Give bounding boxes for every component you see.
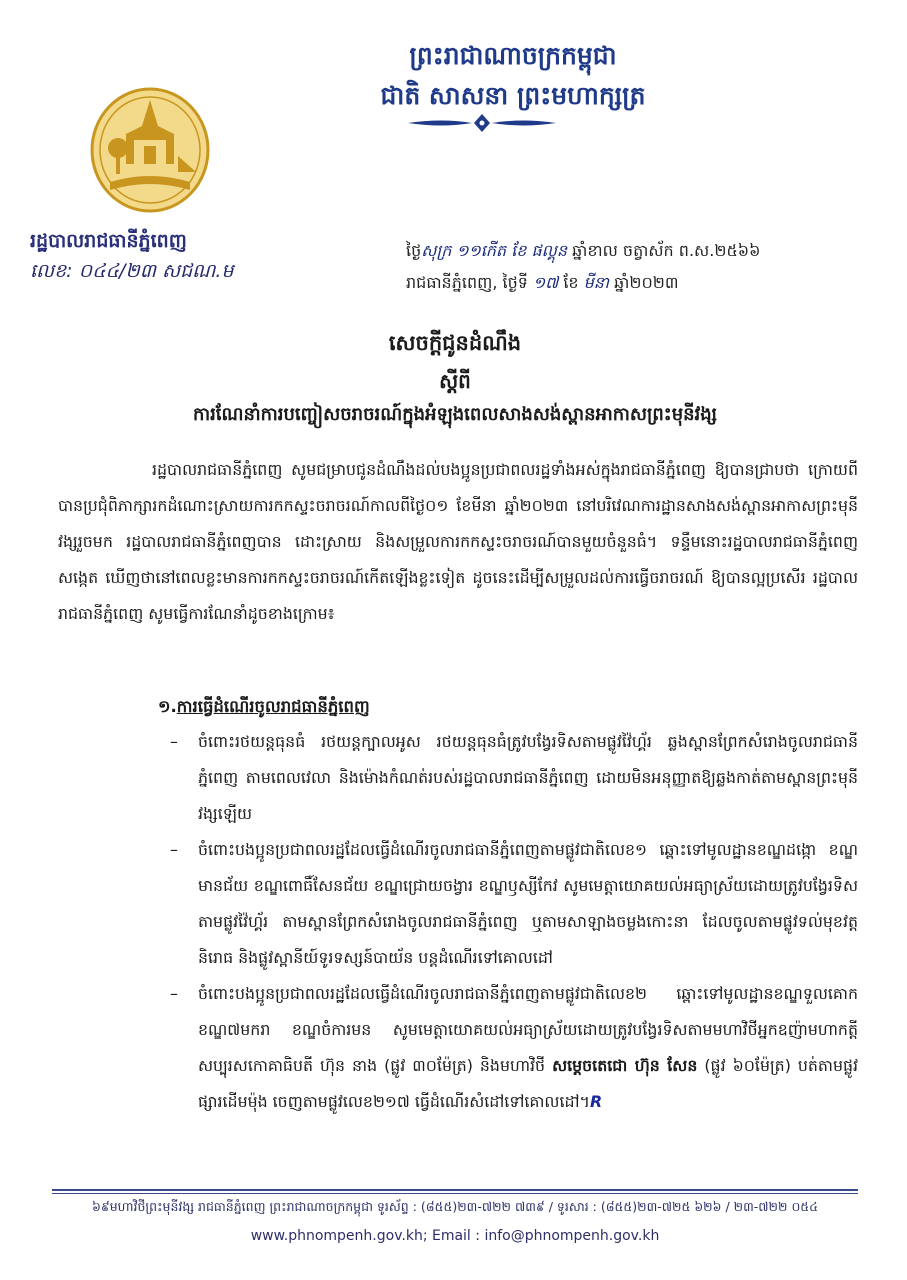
national-motto: ជាតិ សាសនា ព្រះមហាក្សត្រ xyxy=(380,81,646,110)
footer-contact: www.phnompenh.gov.kh; Email : info@phnompenh.gov.kh xyxy=(250,1228,660,1244)
lunar-date-prefix: ថ្ងៃ xyxy=(406,241,422,260)
reference-number: លេខ: ០៤៤/២៣ សជណ.ម xyxy=(30,260,234,282)
solar-month: មីនា xyxy=(583,273,610,292)
bullet-bold-name: សម្តេចតេជោ ហ៊ុន សែន xyxy=(552,1056,698,1075)
office-name: រដ្ឋបាលរាជធានីភ្នំពេញ xyxy=(30,230,187,252)
bullet-text: ចំពោះរថយន្តធុនធំ រថយន្តក្បាលអូស រថយន្តធុនធំត្រូវបង្វែរទិសតាមផ្លូវវ៉ៃហ្គ័រ ឆ្លងស្ពានព្រែកសំរោងចូលរាជធានីភ្នំពេញ តាមពេលវេលា និងម៉ោងកំណត់របស់រដ្ឋបាលរាជធានីភ្នំពេញ ដោយមិនអនុញ្ញាតឱ្យឆ្លងកាត់តាមស្ពានព្រះមុនីវង្សឡើយ xyxy=(198,732,858,823)
bullet-text-continued: (ផ្លូវ ៦០ម៉ែត្រ) បត់តាមផ្លូវផ្សារដើមម៉ុង ចេញតាមផ្លូវលេខ២១៧ ធ្វើដំណើរសំដៅទៅគោលដៅ។ xyxy=(198,1056,859,1111)
list-item xyxy=(168,832,858,976)
footer-address: ៦៩មហាវិថីព្រះមុនីវង្ស រាជធានីភ្នំពេញ ព្រះរាជាណាចក្រកម្ពុជា ទូរស័ព្ទ : (៨៥៥)២៣-៧២២ ៧៣៩ / ទូរសារ : (៨៥៥)២៣-៧២៥ ៦២៦ / ២៣-៧២២ ០៥៤ xyxy=(92,1199,818,1214)
footer-divider xyxy=(52,1189,858,1191)
kingdom-name: ព្រះរាជាណាចក្រកម្ពុជា xyxy=(409,41,617,70)
solar-date-prefix: រាជធានីភ្នំពេញ, ថ្ងៃទី xyxy=(406,273,528,292)
list-item xyxy=(168,724,858,832)
bullet-text: ចំពោះបងប្អូនប្រជាពលរដ្ឋដែលធ្វើដំណើរចូលរាជធានីភ្នំពេញតាមផ្លូវជាតិលេខ១ ឆ្ពោះទៅមូលដ្ឋានខណ្ឌដង្កោ ខណ្ឌមានជ័យ ខណ្ឌពោធិ៍សែនជ័យ ខណ្ឌជ្រោយចង្វារ ខណ្ឌឫស្សីកែវ សូមមេត្តាយោគយល់អធ្យាស្រ័យដោយត្រូវបង្វែរទិសតាមផ្លូវវ៉ៃហ្គ័រ តាមស្ពានព្រែកសំរោងចូលរាជធានីភ្នំពេញ ឬតាមសាឡាងចម្លងកោះនា ដែលចូលតាមផ្លូវទល់មុខវត្តនិរោធ និងផ្លូវស្ពានីយ៍ទូរទស្សន៍បាយ័ន បន្តដំណើរទៅគោលដៅ xyxy=(198,840,858,967)
kingdom-header xyxy=(318,36,708,116)
notice-subject-label: ស្តីពី xyxy=(439,369,471,393)
section-heading xyxy=(158,692,370,722)
date-block xyxy=(406,235,876,299)
solar-day: ១៧ xyxy=(532,273,559,292)
section-title: ការធ្វើដំណើរចូលរាជធានីភ្នំពេញ xyxy=(176,697,370,716)
solar-month-label: ខែ xyxy=(563,273,579,292)
list-item xyxy=(168,976,858,1120)
ornament-divider-icon xyxy=(402,112,562,134)
bullet-text: ចំពោះបងប្អូនប្រជាពលរដ្ឋដែលធ្វើដំណើរចូលរាជធានីភ្នំពេញតាមផ្លូវជាតិលេខ២ ឆ្ពោះទៅមូលដ្ឋានខណ្ឌទួលគោក ខណ្ឌ៧មករា ខណ្ឌចំការមន សូមមេត្តាយោគយល់អធ្យាស្រ័យដោយត្រូវបង្វែរទិសតាមមហាវិថីអ្នកឧញ៉ាមហាកត្តីសប្បុរសកោគាធិបតី ហ៊ុន នាង (ផ្លូវ ៣០ម៉ែត្រ) និងមហាវិថី xyxy=(198,984,858,1075)
handwritten-mark: R xyxy=(589,1092,603,1111)
footer-divider-thin xyxy=(52,1193,858,1194)
lunar-date-suffix: ឆ្នាំខាល ចត្វាស័ក ព.ស.២៥៦៦ xyxy=(572,241,761,260)
instruction-list xyxy=(168,724,858,1120)
notice-title: សេចក្តីជូនដំណឹង xyxy=(388,331,522,355)
intro-paragraph: រដ្ឋបាលរាជធានីភ្នំពេញ សូមជម្រាបជូនដំណឹងដល់បងប្អូនប្រជាពលរដ្ឋទាំងអស់ក្នុងរាជធានីភ្នំពេញ ឱ្យបានជ្រាបថា ក្រោយពីបានប្រជុំពិភាក្សារកដំណោះស្រាយការកកស្ទះចរាចរណ៍កាលពីថ្ងៃ០១ ខែមីនា ឆ្នាំ២០២៣ នៅបរិវេណការដ្ឋានសាងសង់ស្ពានអាកាសព្រះមុនីវង្សរួចមក រដ្ឋបាលរាជធានីភ្នំពេញបាន ដោះស្រាយ និងសម្រួលការកកស្ទះចរាចរណ៍បានមួយចំនួនធំ។ ទន្ទឹមនោះរដ្ឋបាលរាជធានីភ្នំពេញ សង្កេត ឃើញថានៅពេលខ្លះមានការកកស្ទះចរាចរណ៍កើតឡើងខ្លះទៀត ដូចនេះដើម្បីសម្រួលដល់ការធ្វើចរាចរណ៍ ឱ្យបានល្អប្រសើរ រដ្ឋបាលរាជធានីភ្នំពេញ សូមធ្វើការណែនាំដូចខាងក្រោម៖ xyxy=(58,460,858,623)
notice-subject: ការណែនាំការបញ្ចៀសចរាចរណ៍ក្នុងអំឡុងពេលសាងសង់ស្ពានអាកាសព្រះមុនីវង្ស xyxy=(192,404,718,425)
solar-year: ឆ្នាំ២០២៣ xyxy=(614,273,679,292)
solar-date xyxy=(406,267,876,299)
section-number: ១. xyxy=(158,697,177,716)
lunar-date xyxy=(406,235,876,267)
phnom-penh-seal-logo xyxy=(88,86,212,214)
lunar-date-handwritten: សុក្រ ១១កើត ខែ ផល្គុន xyxy=(421,241,568,260)
